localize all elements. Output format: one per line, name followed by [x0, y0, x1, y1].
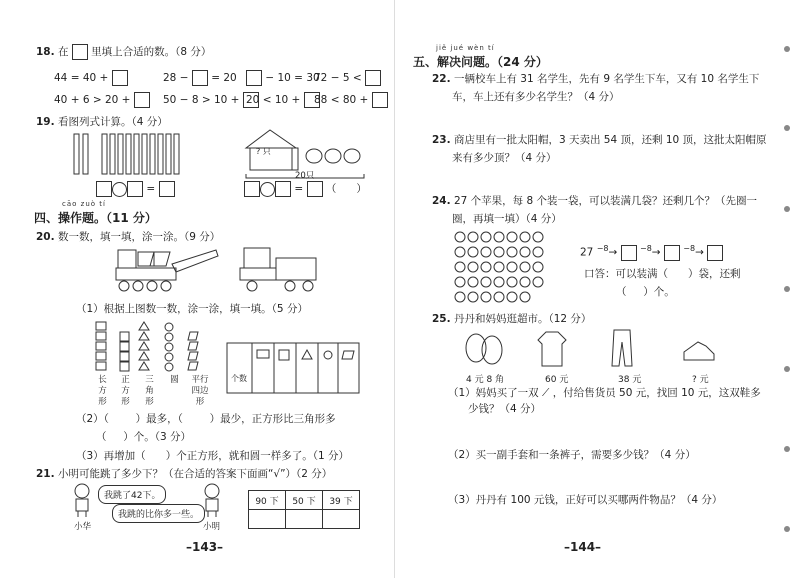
shapes-illustration	[112, 244, 352, 294]
page-number-right: –144–	[564, 540, 602, 554]
apples-illustration	[454, 230, 550, 306]
q20-sub2: （2）（ ）最多，（ ）最少，正方形比三角形多	[76, 413, 336, 425]
q18-row2-item: 20 < 10 +	[246, 92, 320, 108]
answer-box[interactable]	[159, 181, 175, 197]
price-gloves: 4 元 8 角	[466, 375, 505, 385]
check-cell[interactable]	[249, 510, 286, 529]
section5-title: 五、解决问题。（24 分）	[413, 55, 548, 69]
q21-prompt: 21. 小明可能跳了多少下？（在合适的答案下面画“√”）（2 分）	[36, 468, 333, 480]
answer-box[interactable]	[621, 245, 637, 261]
page-spine	[394, 0, 395, 578]
speech-bubble-xiaohua: 我跳了42下。	[98, 485, 166, 504]
binding-hole	[784, 125, 790, 131]
pencils-illustration	[72, 132, 192, 178]
answer-box[interactable]	[372, 92, 388, 108]
page-number-left: –143–	[186, 540, 224, 554]
binding-hole	[784, 366, 790, 372]
answer-box[interactable]	[307, 181, 323, 197]
answer-box[interactable]	[275, 181, 291, 197]
bracket-label: 20只	[295, 171, 315, 181]
operator-circle[interactable]	[112, 182, 127, 197]
q19-equation-left: =	[96, 181, 175, 197]
q18-row1-item: 72 − 5 <	[314, 70, 381, 86]
q18-row2-item: 40 + 6 > 20 +	[54, 92, 150, 108]
q25-sub1-line2: 少钱？（4 分）	[468, 403, 542, 415]
q18-row2-item: 50 − 8 > 10 +	[163, 92, 259, 108]
binding-hole	[784, 526, 790, 532]
price-pants: 38 元	[618, 375, 642, 385]
answer-box[interactable]	[244, 181, 260, 197]
section5-pinyin: jiě jué wèn tí	[436, 44, 495, 52]
col-label: 平行四边形	[191, 375, 209, 407]
count-table	[226, 342, 360, 394]
answer-box[interactable]	[127, 181, 143, 197]
name-xiaoming: 小明	[203, 522, 221, 532]
q24-line1: 24. 27 个苹果，每 8 个装一袋，可以装满几袋？还剩几个？（先圈一	[432, 195, 758, 207]
jump-options-table	[248, 490, 360, 529]
price-shoes: ? 元	[692, 375, 709, 385]
q18-row2-item: 88 < 80 +	[314, 92, 388, 108]
col-label: 三角形	[145, 375, 154, 407]
q19-equation-right: = （ ）	[244, 181, 367, 197]
q23-line1: 23. 商店里有一批太阳帽，3 天卖出 54 顶，还剩 10 顶，这批太阳帽原	[432, 134, 767, 146]
q20-prompt: 20. 数一数，填一填，涂一涂。（9 分）	[36, 231, 221, 243]
binding-hole	[784, 46, 790, 52]
operator-circle[interactable]	[260, 182, 275, 197]
q18-row1-item: 28 − = 20	[163, 72, 237, 84]
answer-box[interactable]	[96, 181, 112, 197]
q24-answer-line1: 口答：可以装满（ ）袋，还剩	[584, 268, 741, 280]
q20-sub1: （1）根据上图数一数，涂一涂，填一填。（5 分）	[76, 303, 308, 315]
binding-hole	[784, 286, 790, 292]
q23-line2: 来有多少顶？（4 分）	[452, 152, 557, 164]
option-50: 50 下	[286, 491, 323, 510]
q22-line2: 车，车上还有多少名学生？（4 分）	[452, 91, 620, 103]
answer-box[interactable]	[192, 70, 208, 86]
option-39: 39 下	[323, 491, 360, 510]
answer-box[interactable]	[664, 245, 680, 261]
col-label: 长方形	[98, 375, 107, 407]
q18-row1-item: 44 = 40 +	[54, 70, 128, 86]
q24-answer-line2: （ ）个。	[616, 286, 675, 298]
answer-box[interactable]	[246, 70, 262, 86]
option-90: 90 下	[249, 491, 286, 510]
speech-bubble-xiaoming: 我跳的比你多一些。	[112, 504, 205, 523]
q19-prompt: 19. 看图列式计算。（4 分）	[36, 116, 168, 128]
q20-sub3: （3）再增加（ ）个正方形，就和圆一样多了。（1 分）	[76, 450, 349, 462]
answer-box[interactable]	[365, 70, 381, 86]
q20-sub2-cont: （ ）个。（3 分）	[96, 431, 191, 443]
answer-box[interactable]	[112, 70, 128, 86]
section4-title: 四、操作题。（11 分）	[34, 211, 157, 225]
check-cell[interactable]	[286, 510, 323, 529]
col-label: 正方形	[121, 375, 130, 407]
q24-subtraction-chain: 27 $^{-8}$→ $^{-8}$→ $^{-8}$→	[580, 242, 723, 261]
answer-box[interactable]	[72, 44, 88, 60]
child-xiaohua-figure	[70, 482, 94, 518]
section4-pinyin: cāo zuò tí	[62, 200, 106, 208]
binding-hole	[784, 206, 790, 212]
q25-sub1-line1: （1）妈妈买了一双 ⟋ ，付给售货员 50 元，找回 10 元，这双鞋多	[448, 387, 761, 399]
check-cell[interactable]	[323, 510, 360, 529]
q24-line2: 圈，再填一填）（4 分）	[452, 213, 562, 225]
q18-prompt: 18. 在 里填上合适的数。（8 分）	[36, 46, 212, 58]
price-jacket: 60 元	[545, 375, 569, 385]
q25-sub2: （2）买一副手套和一条裤子，需要多少钱？（4 分）	[448, 449, 696, 461]
products-illustration	[462, 328, 732, 370]
q25-sub3: （3）丹丹有 100 元钱，正好可以买哪两件物品？（4 分）	[448, 494, 723, 506]
house-label: ? 只	[256, 147, 271, 156]
child-xiaoming-figure	[200, 482, 224, 518]
answer-box[interactable]	[134, 92, 150, 108]
binding-hole	[784, 446, 790, 452]
name-xiaohua: 小华	[74, 522, 92, 532]
shoe-icon: ⟋	[538, 387, 553, 399]
q18-row1-item: − 10 = 30	[246, 70, 320, 86]
count-label: 个数	[231, 374, 247, 383]
col-label: 圆	[170, 375, 179, 385]
shape-columns-chart	[94, 318, 204, 374]
q22-line1: 22. 一辆校车上有 31 名学生，先有 9 名学生下车，又有 10 名学生下	[432, 73, 760, 85]
q25-prompt: 25. 丹丹和妈妈逛超市。（12 分）	[432, 313, 592, 325]
answer-box[interactable]	[707, 245, 723, 261]
